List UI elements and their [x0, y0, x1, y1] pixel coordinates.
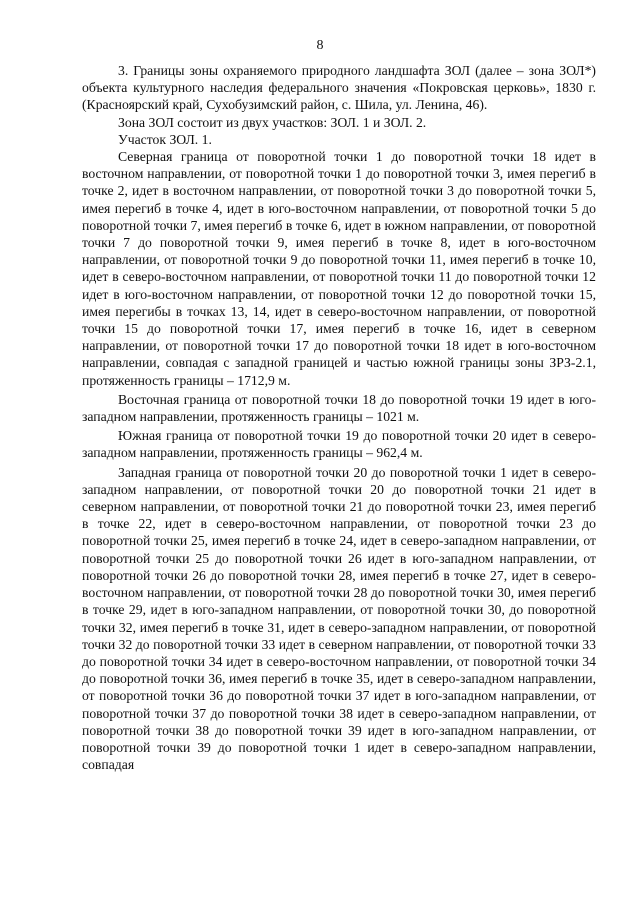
section-heading: 3. Границы зоны охраняемого природного ландшафта ЗОЛ (далее – зона ЗОЛ*) объекта культурного наследия федерального значения «Покровская церковь», 1830 г. (Красноярский край, Сухобузимский район, с. Шила, ул. Ленина, 46).: [82, 63, 596, 113]
east-border-paragraph: Восточная граница от поворотной точки 18 до поворотной точки 19 идет в юго-западном направлении, протяженность границы – 1021 м.: [82, 391, 596, 425]
page-number: 8: [316, 38, 324, 53]
south-border-paragraph: Южная граница от поворотной точки 19 до поворотной точки 20 идет в северо-западном направлении, протяженность границы – 962,4 м.: [82, 428, 596, 461]
document-body: [82, 62, 596, 773]
subsection-title: Участок ЗОЛ. 1.: [118, 131, 212, 147]
zone-intro-paragraph: Зона ЗОЛ состоит из двух участков: ЗОЛ. 1 и ЗОЛ. 2.: [118, 114, 427, 130]
north-border-paragraph: Северная граница от поворотной точки 1 до поворотной точки 18 идет в восточном направлении, от поворотной точки 1 до поворотной точки 3, имея перегиб в точке 2, идет в восточном направлении, от поворотной точки 3 до поворотной точки 5, имея перегиб в точке 4, идет в юго-восточном направлении, от поворотной точки 5 до поворотной точки 7, имея перегиб в точке 6, идет в южном направлении, от поворотной точки 7 до поворотной точки 9, имея перегиб в точке 8, идет в юго-восточном направлении, от поворотной точки 9 до поворотной точки 11, имея перегиб в точке 10, идет в северо-восточном направлении, от поворотной точки 11 до поворотной точки 12 идет в юго-восточном направлении, от поворотной точки 12 до поворотной точки 15, имея перегибы в точках 13, 14, идет в северо-восточном направлении, от поворотной точки 15 до поворотной точки 17, имея перегиб в точке 16, идет в северном направлении, от поворотной точки 17 до поворотной точки 18 идет в юго-восточном направлении, совпадая с западной границей и частью южной границы зоны ЗРЗ-2.1, протяженность границы – 1712,9 м.: [82, 149, 596, 388]
west-border-paragraph: Западная граница от поворотной точки 20 до поворотной точки 1 идет в северо-западном направлении, от поворотной точки 20 до поворотной точки 21 идет в северном направлении, от поворотной точки 21 до поворотной точки 23, имея перегиб в точке 22, идет в северо-восточном направлении, от поворотной точки 23 до поворотной точки 25, имея перегиб в точке 24, идет в северо-западном направлении, от поворотной точки 25 до поворотной точки 26 идет в юго-западном направлении, от поворотной точки 26 до поворотной точки 28, имея перегиб в точке 27, идет в северо-восточном направлении, от поворотной точки 28 до поворотной точки 30, имея перегиб в точке 29, идет в юго-западном направлении, от поворотной точки 30, до поворотной точки 32, имея перегиб в точке 31, идет в северо-западном направлении, от поворотной точки 32 до поворотной точки 33 идет в северном направлении, от поворотной точки 33 до поворотной точки 34 идет в северо-восточном направлении, от поворотной точки 34 до поворотной точки 36, имея перегиб в точке 35, идет в северо-западном направлении, от поворотной точки 36 до поворотной точки 37 идет в юго-западном направлении, от поворотной точки 37 до поворотной точки 38 идет в северо-западном направлении, от поворотной точки 38 до поворотной точки 39 идет в юго-западном направлении, от поворотной точки 39 до поворотной точки 1 идет в северо-западном направлении, совпадая: [82, 464, 596, 773]
